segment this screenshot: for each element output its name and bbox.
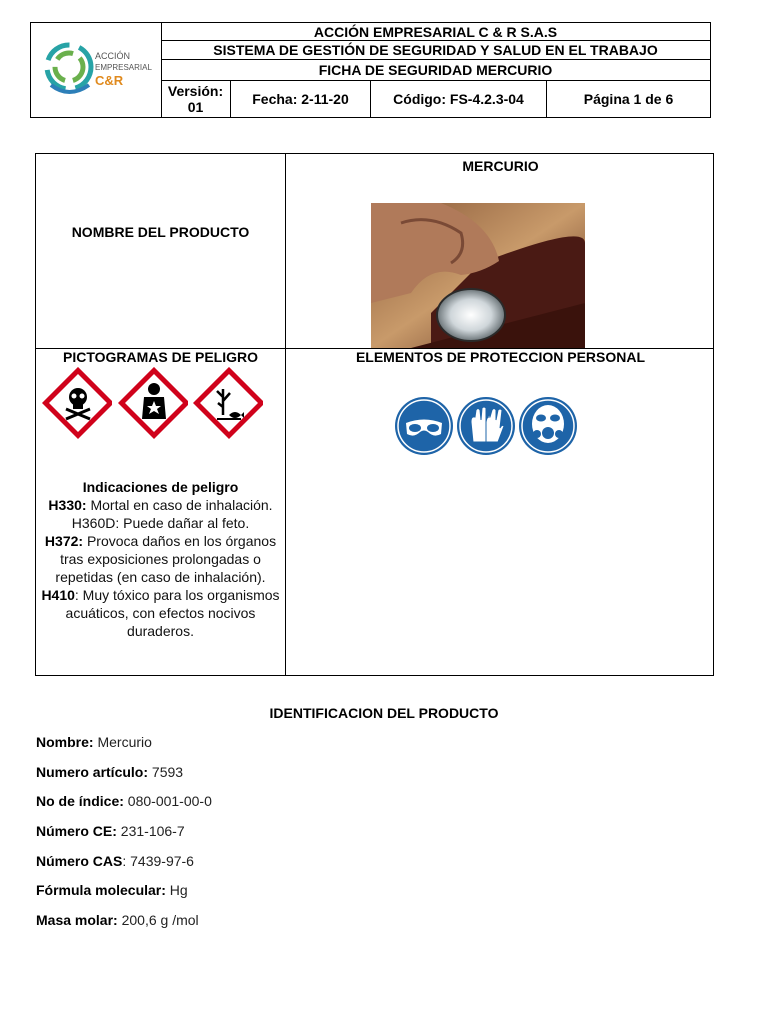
field-label: Número CE: [36, 823, 117, 839]
document-header [30, 22, 711, 118]
goggles-icon [394, 396, 454, 456]
field-label: No de índice: [36, 793, 124, 809]
field-label: Número CAS [36, 853, 123, 869]
field-article-number [36, 764, 183, 780]
company-name: ACCIÓN EMPRESARIAL C & R S.A.S [161, 23, 710, 41]
hazard-text: Provoca daños en los órganos tras exposiciones prolongadas o repetidas (en caso de inhalación). [55, 533, 277, 585]
field-value: : 7439-97-6 [122, 853, 194, 869]
field-name [36, 734, 152, 750]
logo-text-3: C&R [95, 73, 124, 88]
field-value: 200,6 g /mol [117, 912, 199, 928]
field-label: Nombre: [36, 734, 94, 750]
hazard-item [36, 586, 285, 640]
page-cell: Página 1 de 6 [583, 91, 674, 107]
field-value: 080-001-00-0 [123, 793, 212, 809]
version-label: Versión: [167, 83, 224, 99]
field-label: Masa molar: [36, 912, 118, 928]
hazard-item [36, 496, 285, 532]
skull-crossbones-icon [42, 367, 112, 441]
field-value: 7593 [148, 764, 184, 780]
sheet-title: FICHA DE SEGURIDAD MERCURIO [161, 60, 710, 81]
environment-hazard-icon [193, 367, 263, 441]
logo-text-2: EMPRESARIAL [95, 63, 152, 72]
hazard-text: Mortal en caso de inhalación. H360D: Puede dañar al feto. [71, 497, 273, 531]
pictograms-label: PICTOGRAMAS DE PELIGRO [63, 349, 258, 365]
field-molecular-formula [36, 882, 188, 898]
hazard-code: H410 [41, 587, 75, 603]
field-index-number [36, 793, 212, 809]
field-value: Hg [165, 882, 188, 898]
version-cell [161, 81, 231, 117]
field-molar-mass [36, 912, 199, 928]
hazard-code: H372: [44, 533, 84, 549]
version-value: 01 [187, 99, 204, 115]
header-meta-row [161, 81, 710, 117]
hazard-item [36, 532, 285, 586]
mercury-photo [371, 203, 585, 348]
identification-title: IDENTIFICACION DEL PRODUCTO [269, 705, 499, 721]
hazard-title: Indicaciones de peligro [82, 479, 239, 495]
hazard-code: H330: [48, 497, 87, 513]
company-logo [31, 23, 162, 117]
field-value: Mercurio [93, 734, 152, 750]
logo-icon [31, 23, 161, 117]
product-name: MERCURIO [462, 158, 539, 174]
product-name-label: NOMBRE DEL PRODUCTO [71, 224, 250, 240]
health-hazard-icon [118, 367, 188, 441]
gloves-icon [456, 396, 516, 456]
ppe-label: ELEMENTOS DE PROTECCION PERSONAL [355, 349, 646, 365]
field-label: Numero artículo: [36, 764, 149, 780]
system-name: SISTEMA DE GESTIÓN DE SEGURIDAD Y SALUD EN EL TRABAJO [161, 41, 710, 60]
code-cell: Código: FS-4.2.3-04 [371, 81, 547, 117]
field-cas-number [36, 853, 194, 869]
field-label: Fórmula molecular: [36, 882, 166, 898]
field-ce-number [36, 823, 185, 839]
field-value: 231-106-7 [116, 823, 185, 839]
hazard-statements [36, 478, 285, 640]
date-cell: Fecha: 2-11-20 [231, 81, 371, 117]
table-divider-vertical [285, 154, 286, 675]
logo-text-1: ACCIÓN [95, 51, 131, 61]
hazard-text: : Muy tóxico para los organismos acuáticos, con efectos nocivos duraderos. [65, 587, 280, 639]
product-table [35, 153, 714, 676]
respirator-icon [518, 396, 578, 456]
